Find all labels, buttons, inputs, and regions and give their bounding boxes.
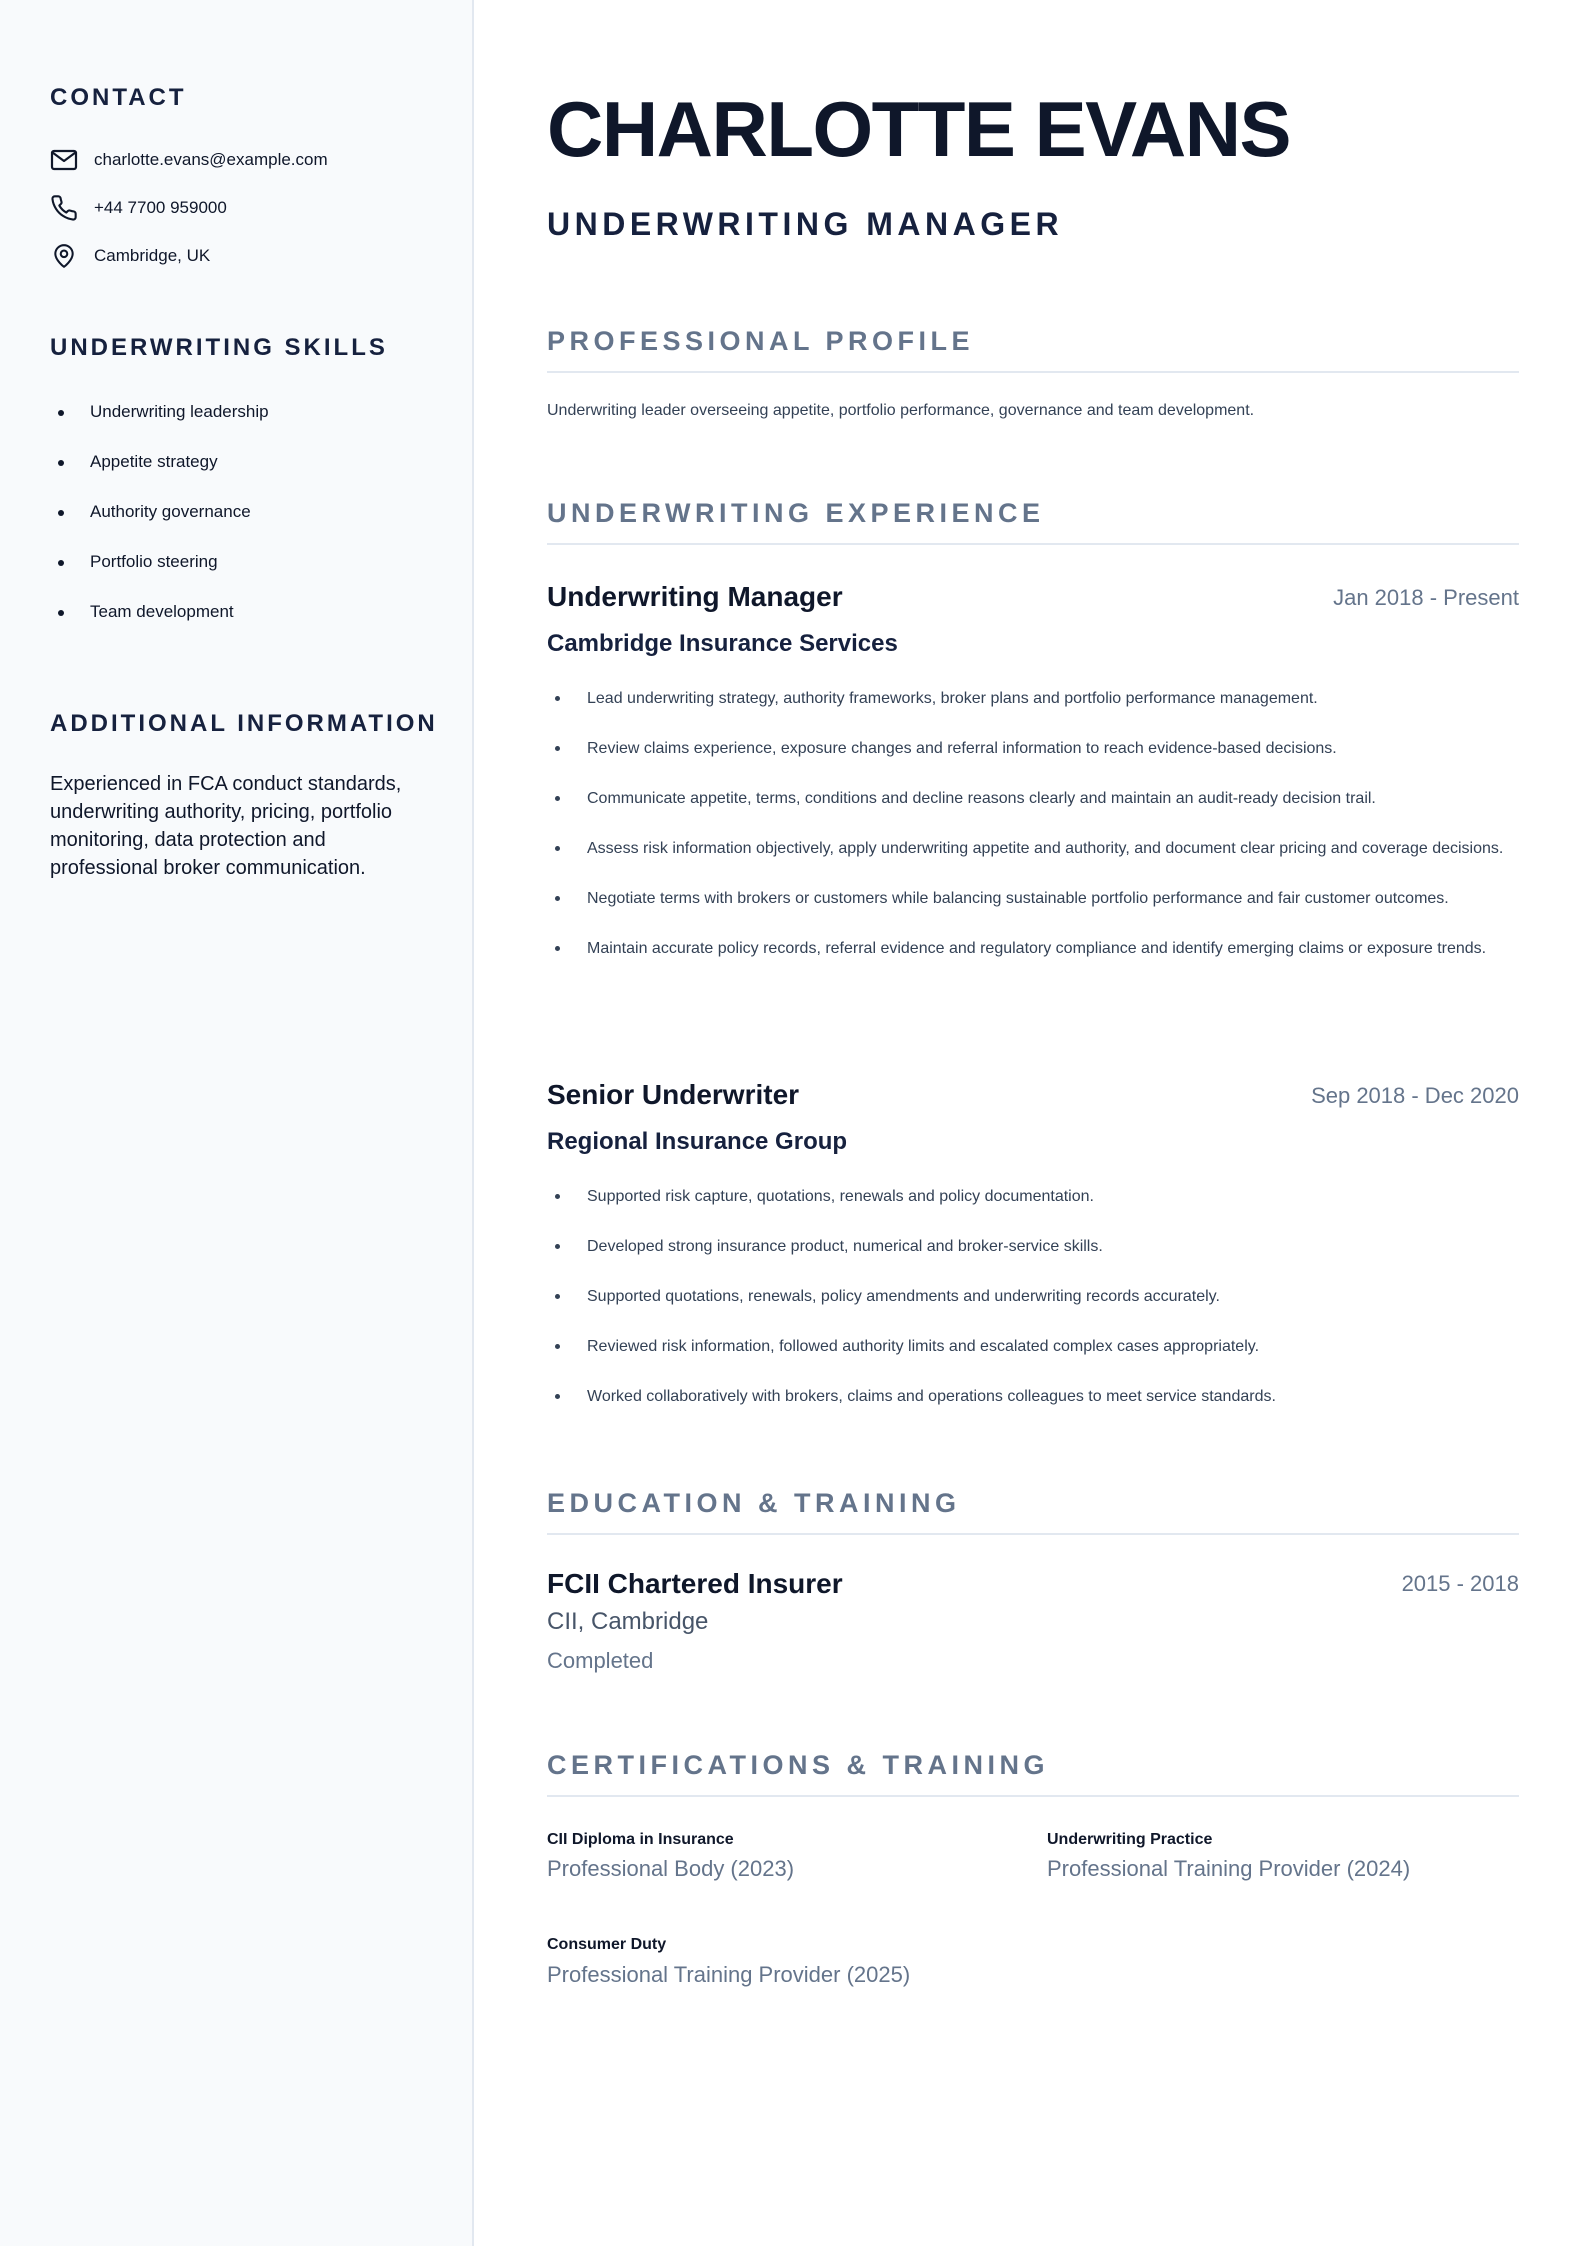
contact-location: Cambridge, UK xyxy=(94,246,211,265)
experience-heading: UNDERWRITING EXPERIENCE xyxy=(547,500,1519,545)
job-title: Underwriting Manager xyxy=(547,581,843,612)
job-bullet: Maintain accurate policy records, referral evidence and regulatory compliance and identify emerging claims or exposure trends. xyxy=(547,932,1519,966)
job-bullet: Supported quotations, renewals, policy amendments and underwriting records accurately. xyxy=(547,1280,1519,1314)
job-bullet: Worked collaboratively with brokers, claims and operations colleagues to meet service standards. xyxy=(547,1380,1519,1414)
job-title-header: UNDERWRITING MANAGER xyxy=(547,206,1064,242)
contact-location-row xyxy=(50,241,210,271)
additional-info-text: Experienced in FCA conduct standards, underwriting authority, pricing, portfolio monitoring, data protection and professional broker communication. xyxy=(50,773,402,879)
main-content xyxy=(547,0,1519,2246)
skill-item: Authority governance xyxy=(50,496,269,546)
job-bullet: Reviewed risk information, followed authority limits and escalated complex cases appropriately. xyxy=(547,1330,1519,1364)
education-institution: CII, Cambridge xyxy=(547,1608,709,1635)
job-bullet: Assess risk information objectively, apply underwriting appetite and authority, and document clear pricing and coverage decisions. xyxy=(547,832,1519,866)
additional-info-heading: ADDITIONAL INFORMATION xyxy=(50,710,438,737)
profile-heading: PROFESSIONAL PROFILE xyxy=(547,328,1519,373)
location-pin-icon xyxy=(50,242,78,270)
education-heading: EDUCATION & TRAINING xyxy=(547,1490,1519,1535)
job-bullets xyxy=(547,682,1519,982)
sidebar xyxy=(0,0,474,2246)
candidate-name: CHARLOTTE EVANS xyxy=(547,85,1291,173)
skill-item: Appetite strategy xyxy=(50,446,269,496)
mail-icon xyxy=(50,146,78,174)
job-bullet: Review claims experience, exposure changes and referral information to reach evidence-based decisions. xyxy=(547,732,1519,766)
job-bullet: Communicate appetite, terms, conditions and decline reasons clearly and maintain an audit-ready decision trail. xyxy=(547,782,1519,816)
job-dates: Sep 2018 - Dec 2020 xyxy=(1311,1083,1519,1108)
skill-item: Team development xyxy=(50,596,269,646)
certification-provider: Professional Training Provider (2025) xyxy=(547,1962,911,1987)
job-bullet: Developed strong insurance product, numerical and broker-service skills. xyxy=(547,1230,1519,1264)
job-bullets xyxy=(547,1180,1519,1430)
job-bullet: Lead underwriting strategy, authority frameworks, broker plans and portfolio performance management. xyxy=(547,682,1519,716)
certifications-heading: CERTIFICATIONS & TRAINING xyxy=(547,1752,1519,1797)
skills-list xyxy=(50,396,269,646)
education-qualification: FCII Chartered Insurer xyxy=(547,1568,843,1599)
profile-summary: Underwriting leader overseeing appetite, portfolio performance, governance and team development. xyxy=(547,402,1255,419)
certification-provider: Professional Body (2023) xyxy=(547,1856,795,1881)
job-dates: Jan 2018 - Present xyxy=(1333,585,1519,610)
skill-item: Underwriting leadership xyxy=(50,396,269,446)
job-bullet: Negotiate terms with brokers or customers while balancing sustainable portfolio performance and fair customer outcomes. xyxy=(547,882,1519,916)
contact-phone[interactable]: +44 7700 959000 xyxy=(94,198,227,217)
certification-name: Consumer Duty xyxy=(547,1936,667,1953)
phone-icon xyxy=(50,194,78,222)
contact-heading: CONTACT xyxy=(50,84,187,111)
education-status: Completed xyxy=(547,1648,654,1673)
job-title: Senior Underwriter xyxy=(547,1079,800,1110)
contact-email-row xyxy=(50,145,328,175)
certification-name: CII Diploma in Insurance xyxy=(547,1831,734,1848)
certification-name: Underwriting Practice xyxy=(1047,1831,1213,1848)
certification-provider: Professional Training Provider (2024) xyxy=(1047,1856,1411,1881)
company-name: Cambridge Insurance Services xyxy=(547,630,898,657)
contact-phone-row xyxy=(50,193,227,223)
skills-heading: UNDERWRITING SKILLS xyxy=(50,334,388,361)
job-bullet: Supported risk capture, quotations, renewals and policy documentation. xyxy=(547,1180,1519,1214)
company-name: Regional Insurance Group xyxy=(547,1128,848,1155)
education-dates: 2015 - 2018 xyxy=(1401,1571,1519,1596)
skill-item: Portfolio steering xyxy=(50,546,269,596)
contact-email[interactable]: charlotte.evans@example.com xyxy=(94,150,328,169)
